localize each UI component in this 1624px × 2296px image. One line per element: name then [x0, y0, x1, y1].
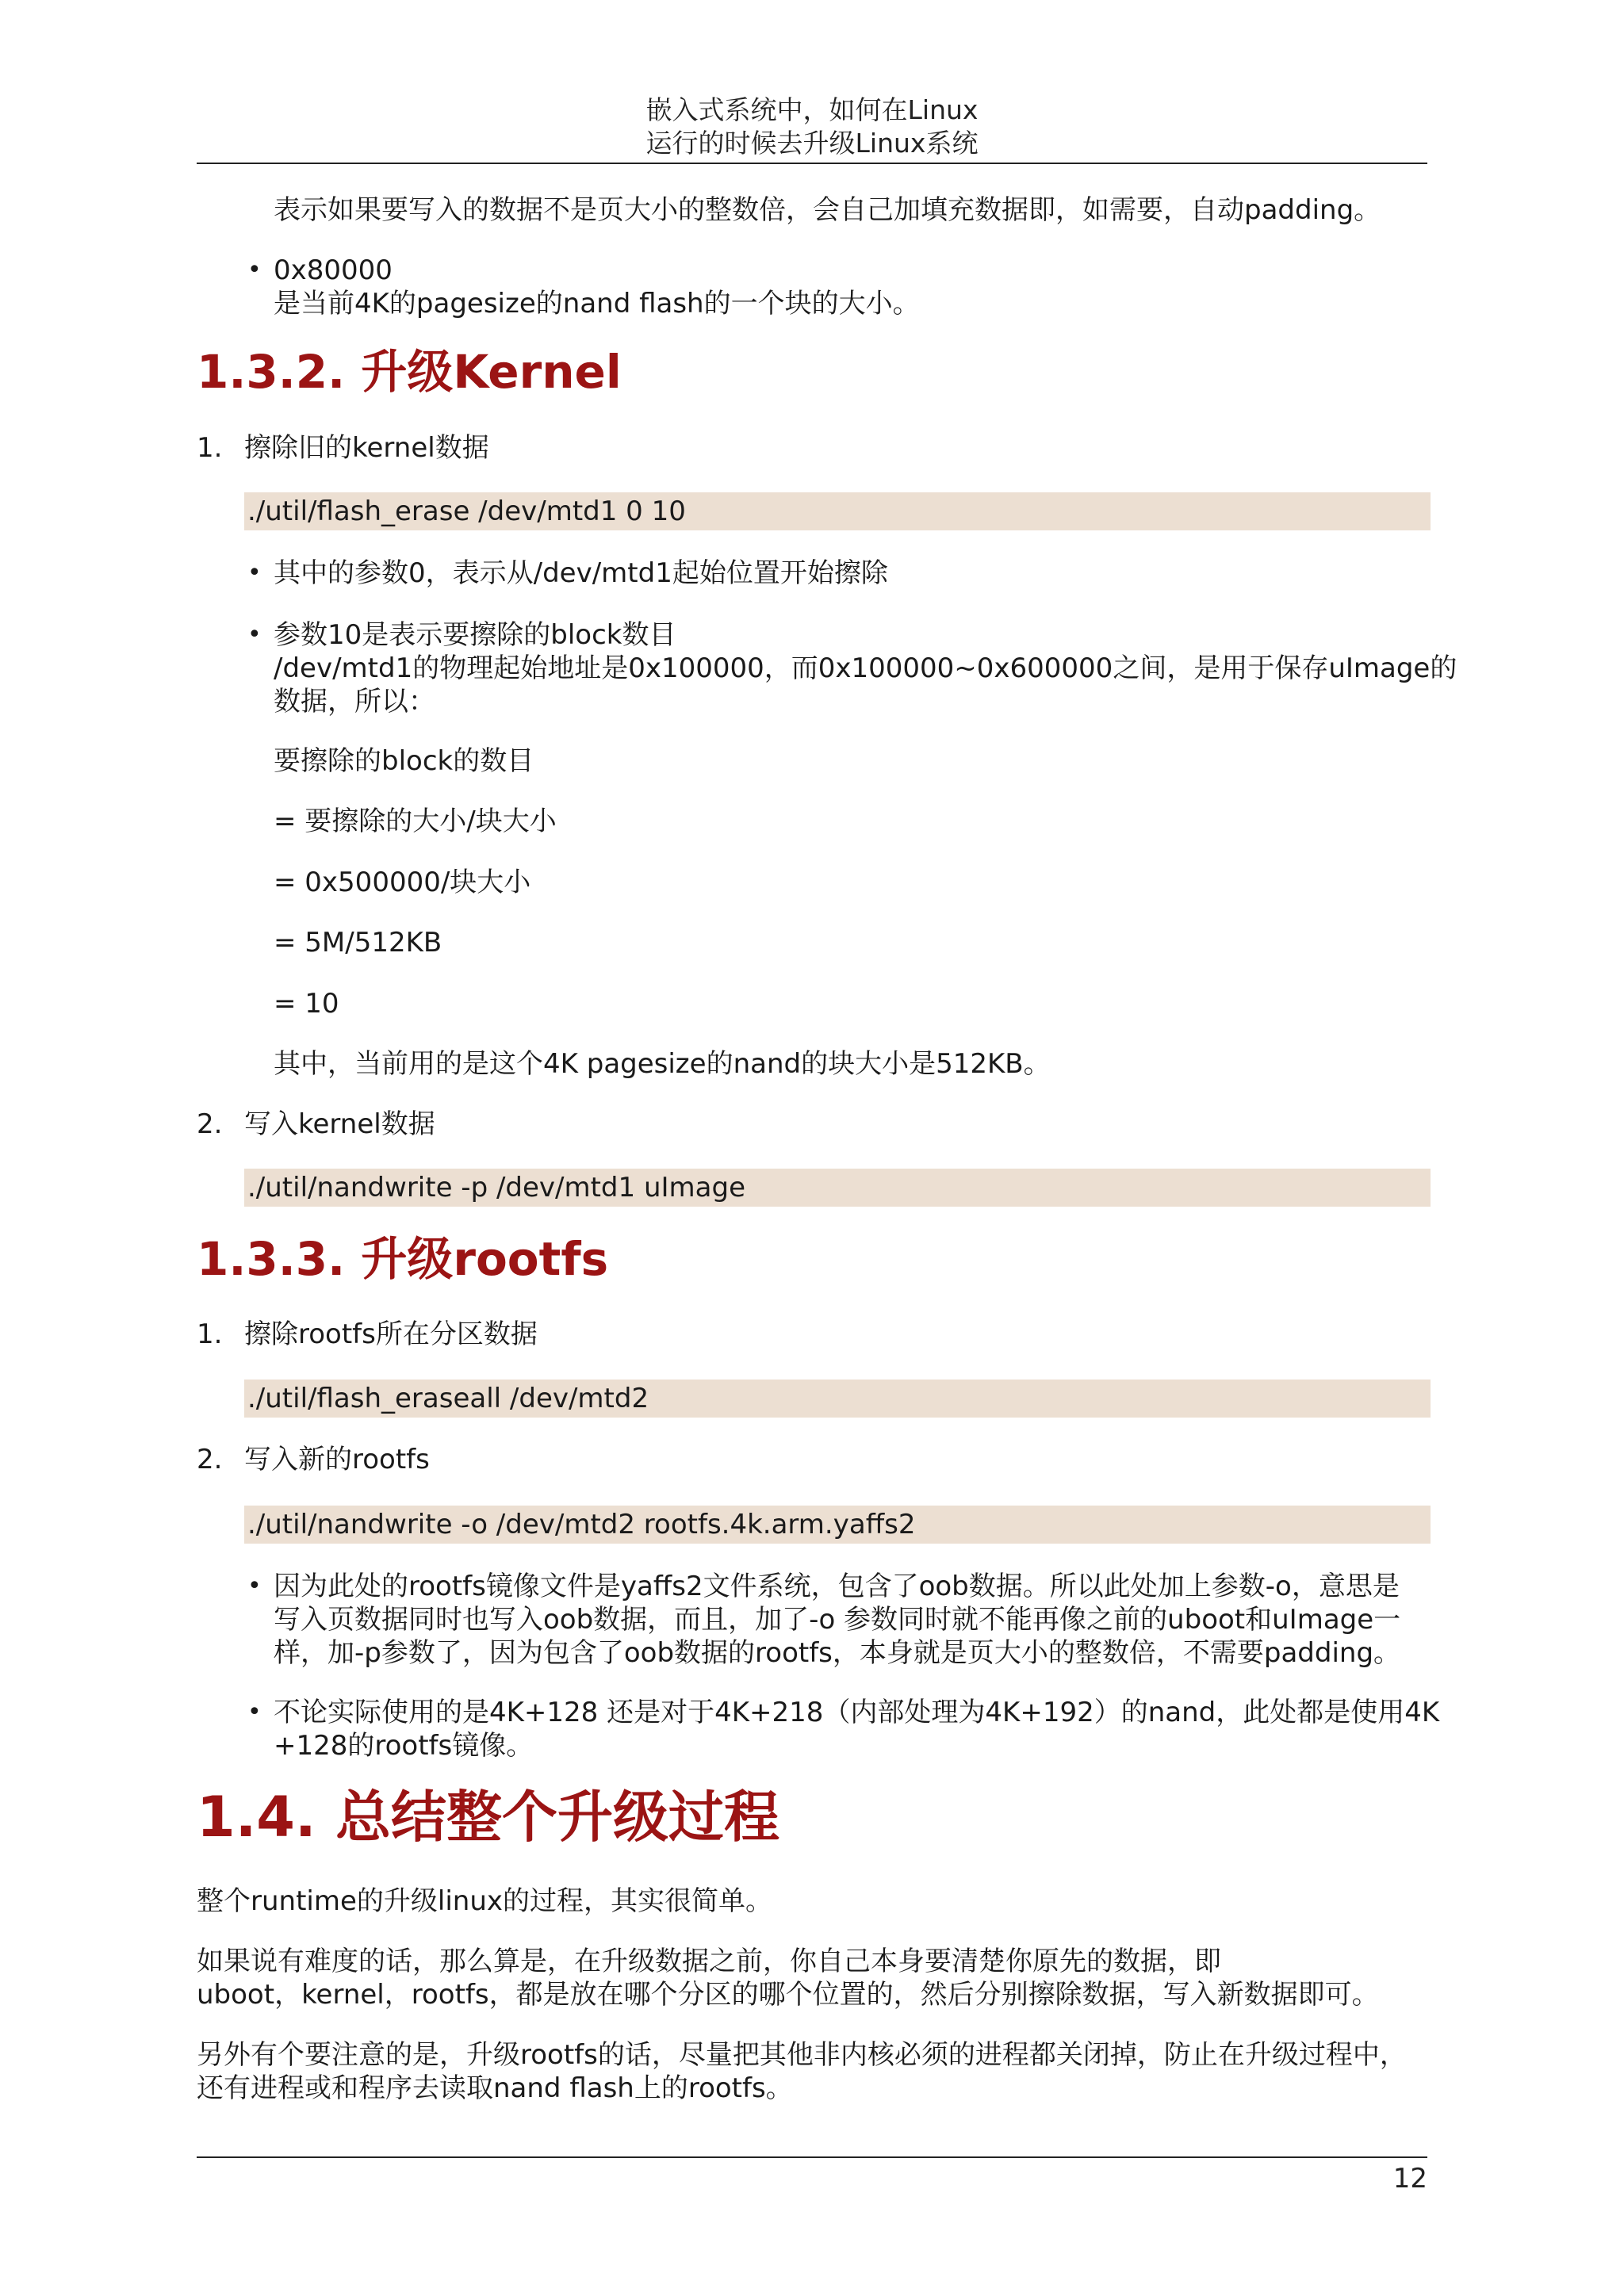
bullet-dot: • — [247, 256, 262, 284]
running-header — [197, 94, 1427, 160]
section-heading-kernel: 1.3.2. 升级Kernel — [197, 345, 622, 399]
step-number: 1. — [197, 1318, 223, 1350]
header-rule — [197, 163, 1427, 164]
step-number: 2. — [197, 1108, 223, 1140]
rootfs-bullet-oob-line1: 因为此处的rootfs镜像文件是yaffs2文件系统，包含了oob数据。所以此处加上参数-o，意思是 — [274, 1571, 1400, 1602]
header-title-line-2: 运行的时候去升级Linux系统 — [645, 128, 979, 159]
bullet-dot: • — [247, 559, 262, 587]
rootfs-bullet-oob-line3: 样，加-p参数了，因为包含了oob数据的rootfs，本身就是页大小的整数倍，不需要padding。 — [274, 1637, 1401, 1669]
padding-note: 表示如果要写入的数据不是页大小的整数倍，会自己加填充数据即，如需要，自动padding。 — [274, 194, 1381, 226]
bullet-dot: • — [247, 1572, 262, 1600]
section-heading-summary: 1.4. 总结整个升级过程 — [197, 1785, 779, 1850]
step-label-erase-rootfs: 擦除rootfs所在分区数据 — [244, 1318, 538, 1350]
step-number: 1. — [197, 432, 223, 464]
calc-line: = 要擦除的大小/块大小 — [274, 806, 557, 837]
code-block-nandwrite-kernel: ./util/nandwrite -p /dev/mtd1 uImage — [244, 1169, 1431, 1207]
kernel-bullet-param0: 其中的参数0，表示从/dev/mtd1起始位置开始擦除 — [274, 557, 888, 589]
summary-paragraph: 如果说有难度的话，那么算是，在升级数据之前，你自己本身要清楚你原先的数据，即 — [197, 1946, 1221, 1977]
kernel-bullet-param10-line2: /dev/mtd1的物理起始地址是0x100000，而0x100000~0x600000之间，是用于保存uImage的 — [274, 652, 1457, 684]
rootfs-bullet-nand-line1: 不论实际使用的是4K+128 还是对于4K+218（内部处理为4K+192）的nand，此处都是使用4K — [274, 1697, 1440, 1728]
calc-note: 其中，当前用的是这个4K pagesize的nand的块大小是512KB。 — [274, 1048, 1051, 1080]
rootfs-bullet-oob-line2: 写入页数据同时也写入oob数据，而且，加了-o 参数同时就不能再像之前的uboot和uImage一 — [274, 1604, 1401, 1636]
code-block-flash-erase: ./util/flash_erase /dev/mtd1 0 10 — [244, 492, 1431, 530]
footer-rule — [197, 2156, 1427, 2158]
code-block-flash-eraseall: ./util/flash_eraseall /dev/mtd2 — [244, 1380, 1431, 1418]
section-heading-rootfs: 1.3.3. 升级rootfs — [197, 1232, 609, 1286]
summary-paragraph: 还有进程或和程序去读取nand flash上的rootfs。 — [197, 2072, 793, 2104]
rootfs-bullet-nand-line2: +128的rootfs镜像。 — [274, 1730, 534, 1762]
kernel-bullet-param10-line3: 数据，所以： — [274, 686, 435, 718]
bullet-dot: • — [247, 1698, 262, 1726]
summary-paragraph: uboot，kernel，rootfs，都是放在哪个分区的哪个位置的，然后分别擦除数据，写入新数据即可。 — [197, 1979, 1379, 2011]
blocksize-desc: 是当前4K的pagesize的nand flash的一个块的大小。 — [274, 288, 920, 320]
step-label-write-kernel: 写入kernel数据 — [244, 1108, 435, 1140]
step-number: 2. — [197, 1444, 223, 1475]
code-block-nandwrite-rootfs: ./util/nandwrite -o /dev/mtd2 rootfs.4k.arm.yaffs2 — [244, 1506, 1431, 1544]
kernel-bullet-param10-line1: 参数10是表示要擦除的block数目 — [274, 619, 676, 651]
blocksize-value: 0x80000 — [274, 254, 393, 286]
bullet-dot: • — [247, 621, 262, 649]
header-title-line-1: 嵌入式系统中，如何在Linux — [645, 94, 979, 125]
calc-line: = 0x500000/块大小 — [274, 867, 531, 898]
step-label-erase-kernel: 擦除旧的kernel数据 — [244, 432, 489, 464]
summary-paragraph: 整个runtime的升级linux的过程，其实很简单。 — [197, 1885, 773, 1917]
calc-line: 要擦除的block的数目 — [274, 745, 534, 777]
calc-line: = 5M/512KB — [274, 927, 442, 959]
summary-paragraph: 另外有个要注意的是，升级rootfs的话，尽量把其他非内核必须的进程都关闭掉，防止在升级过程中， — [197, 2039, 1407, 2071]
calc-line: = 10 — [274, 988, 339, 1020]
page-number: 12 — [1392, 2163, 1427, 2195]
step-label-write-rootfs: 写入新的rootfs — [244, 1444, 430, 1475]
